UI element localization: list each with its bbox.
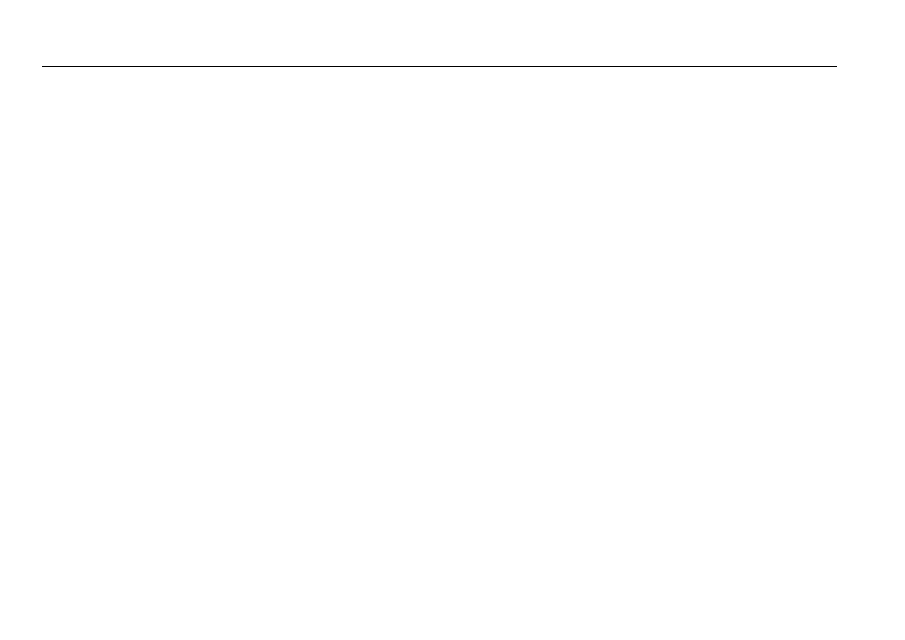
spacer — [42, 67, 837, 96]
schedule-table — [42, 66, 837, 95]
